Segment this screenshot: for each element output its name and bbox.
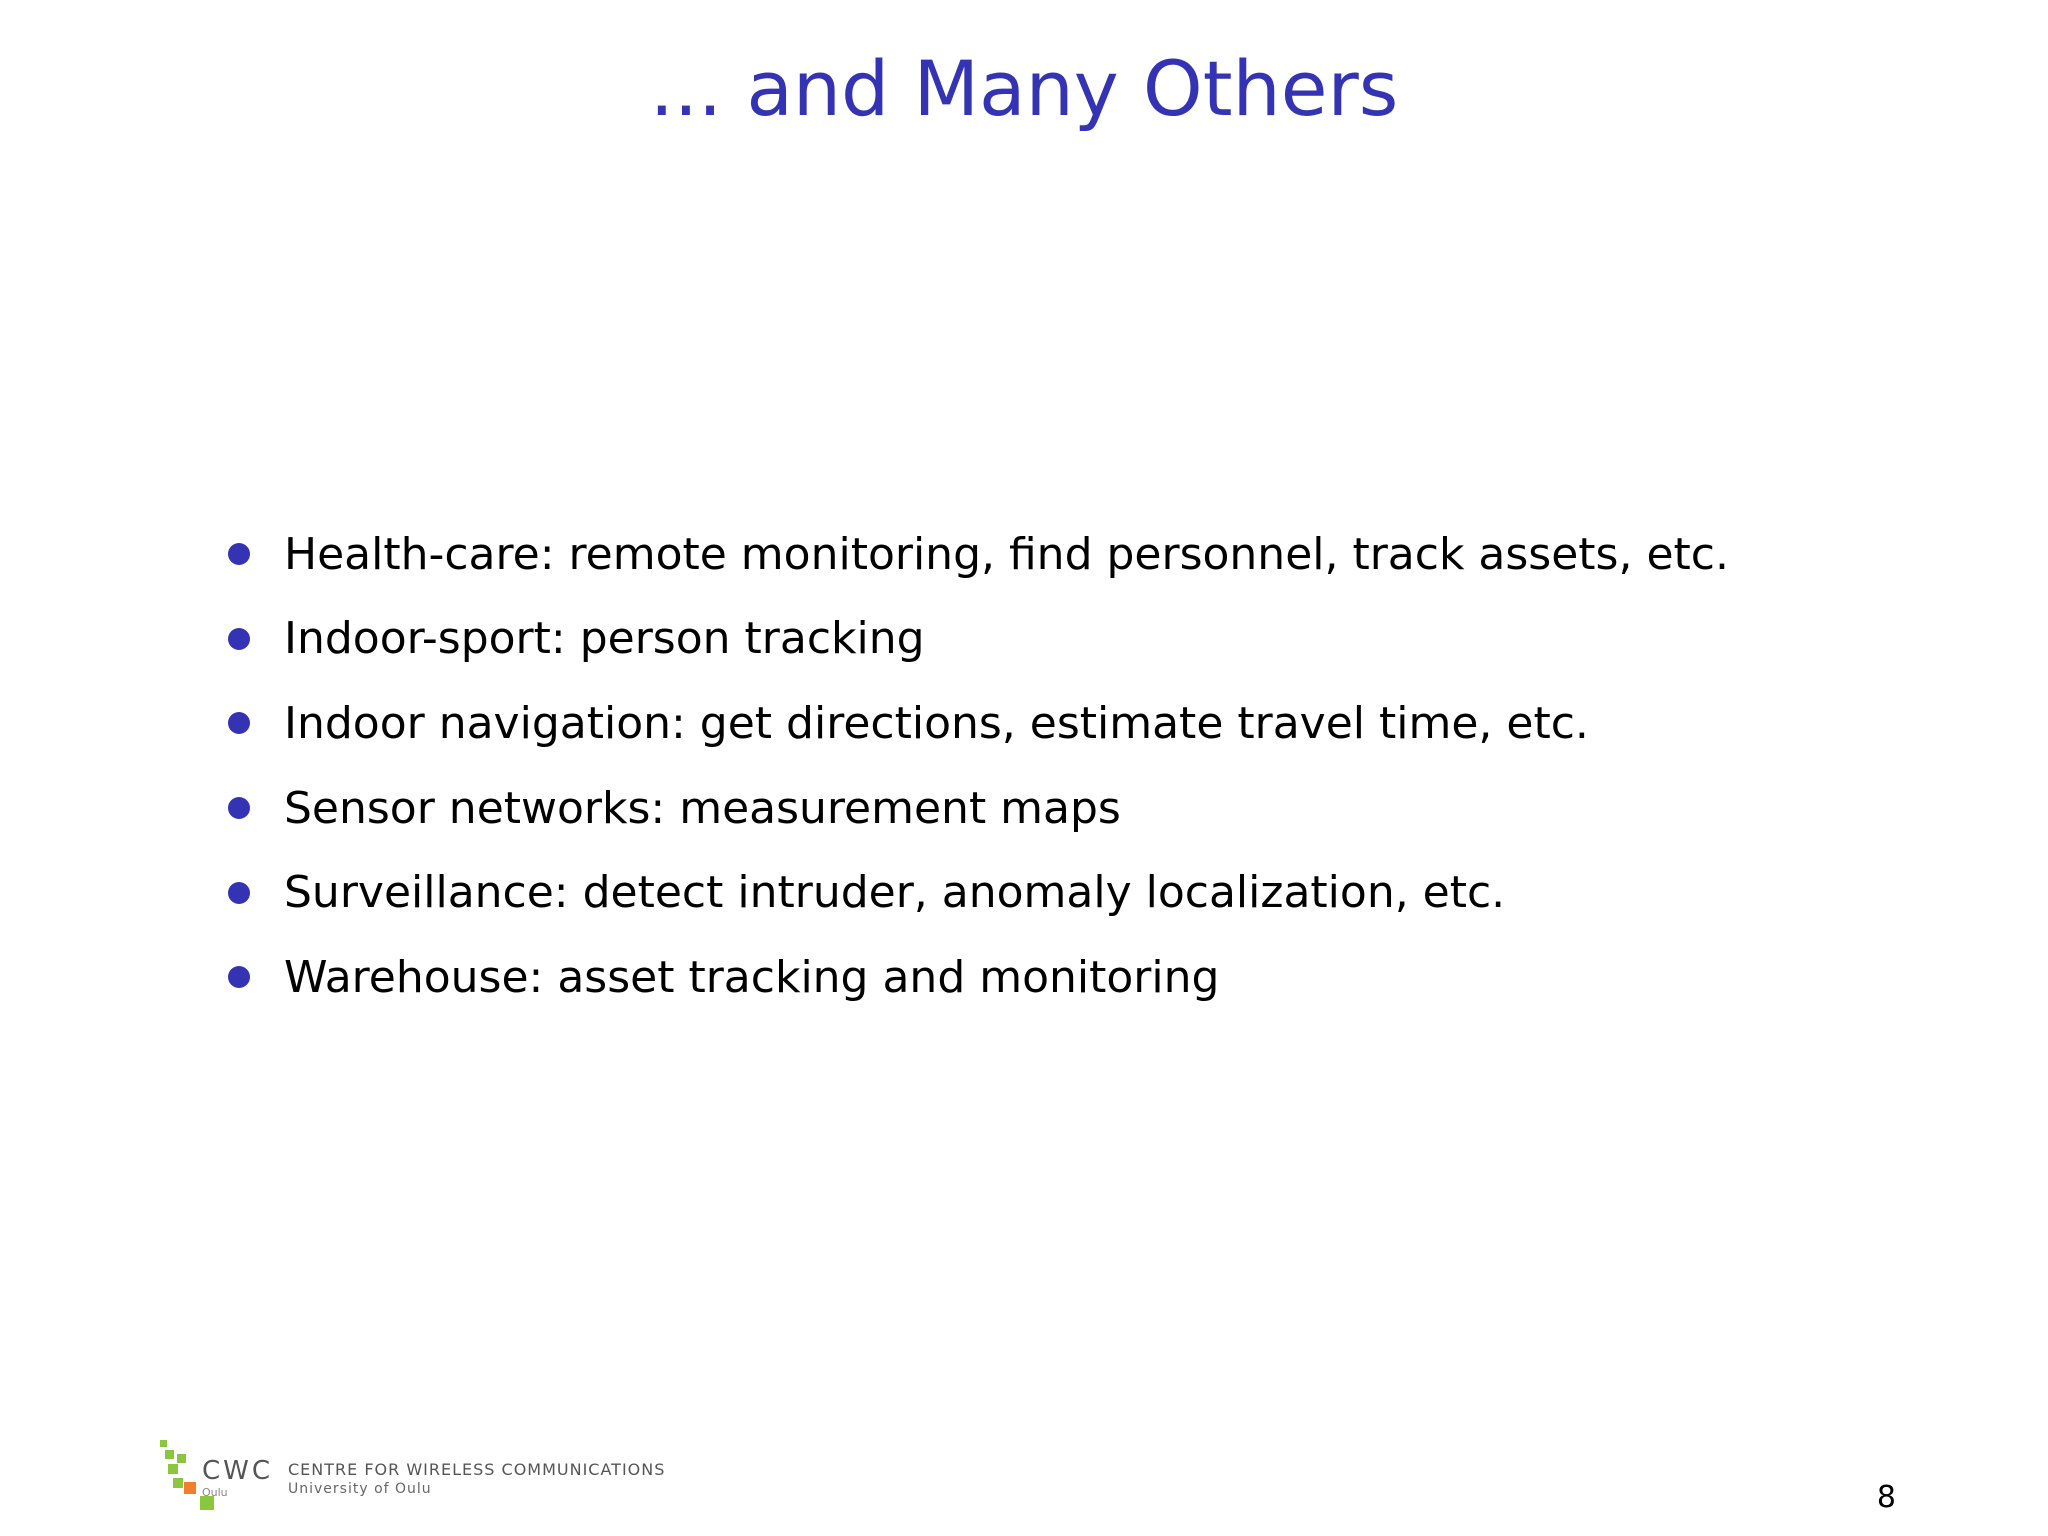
university-name: University of Oulu [288,1481,432,1497]
list-item [228,597,1729,682]
organization-name: CENTRE FOR WIRELESS COMMUNICATIONS [288,1460,666,1479]
logo-abbreviation: CWC [202,1456,274,1486]
bullet-dot-icon [228,882,250,904]
list-item [228,850,1729,935]
bullet-text: Warehouse: asset tracking and monitoring [284,951,1220,1003]
list-item [228,766,1729,851]
bullet-dot-icon [228,628,250,650]
bullet-dot-icon [228,966,250,988]
bullet-list [228,512,1729,1020]
bullet-text: Sensor networks: measurement maps [284,782,1121,834]
bullet-dot-icon [228,712,250,734]
page-number: 8 [1876,1480,1896,1515]
bullet-text: Indoor-sport: person tracking [284,613,925,665]
cwc-logo-mark-icon [160,1440,200,1516]
bullet-dot-icon [228,543,250,565]
logo-sub: Oulu [202,1486,228,1499]
cwc-logo [160,1440,700,1516]
bullet-text: Surveillance: detect intruder, anomaly localization, etc. [284,867,1506,919]
bullet-dot-icon [228,797,250,819]
list-item [228,935,1729,1020]
list-item [228,512,1729,597]
slide-title: ... and Many Others [649,44,1399,133]
list-item [228,681,1729,766]
bullet-text: Indoor navigation: get directions, estimate travel time, etc. [284,697,1589,749]
bullet-text: Health-care: remote monitoring, find personnel, track assets, etc. [284,528,1729,580]
